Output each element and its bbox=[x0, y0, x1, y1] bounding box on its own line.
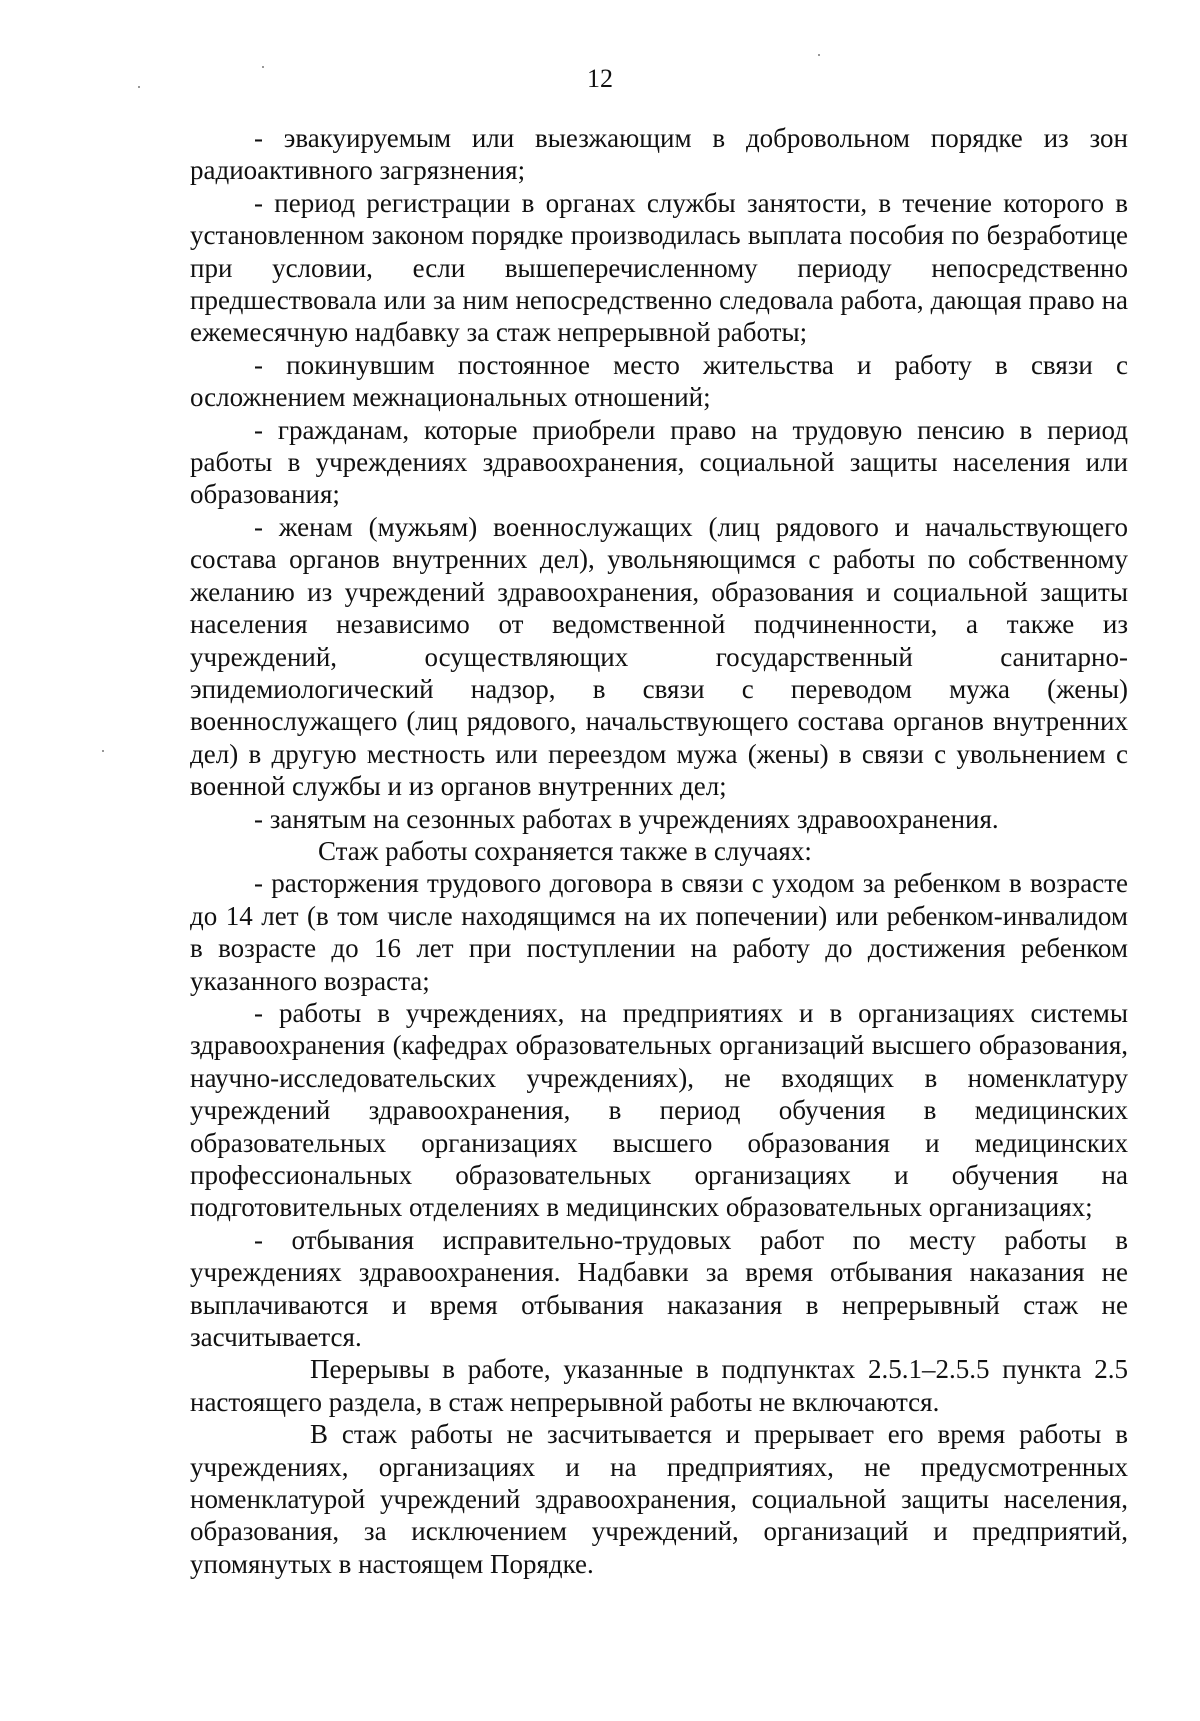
paragraph-service-retained-heading: Стаж работы сохраняется также в случаях: bbox=[318, 835, 812, 866]
paragraph-healthcare-system-work: - работы в учреждениях, на предприятиях и в организациях системы здравоохранения (кафедрах образовательных организаций высшего образования, научно-исследовательских учреждениях), не входящих в номенклатуру учреждений здравоохранения, в период обучения в медицинских образовательных организациях высшего образования и медицинских профессиональных образовательных организациях и обучения на подготовительных отделениях в медицинских образовательных организациях; bbox=[190, 997, 1128, 1223]
document-body bbox=[190, 122, 1128, 1580]
scan-speck bbox=[102, 750, 104, 752]
paragraph-work-breaks: Перерывы в работе, указанные в подпунктах 2.5.1–2.5.5 пункта 2.5 настоящего раздела, в стаж непрерывной работы не включаются. bbox=[190, 1354, 1128, 1417]
paragraph-interethnic-relations: - покинувшим постоянное место жительства и работу в связи с осложнением межнациональных отношений; bbox=[190, 349, 1128, 413]
paragraph-military-spouses: - женам (мужьям) военнослужащих (лиц рядового и начальствующего состава органов внутренних дел), увольняющимся с работы по собственному желанию из учреждений здравоохранения, образования и социальной защиты населения независимо от ведомственной подчиненности, а также из учреждений, осуществляющих государственный санитарно-эпидемиологический надзор, в связи с переводом мужа (жены) военнослужащего (лиц рядового, начальствующего состава органов внутренних дел) в другую местность или переездом мужа (жены) в связи с увольнением с военной службы и из органов внутренних дел; bbox=[190, 511, 1128, 802]
paragraph-evacuated: - эвакуируемым или выезжающим в добровольном порядке из зон радиоактивного загрязнения; bbox=[190, 123, 1128, 186]
paragraph-correctional-labor: - отбывания исправительно-трудовых работ по месту работы в учреждениях здравоохранения. Надбавки за время отбывания наказания не выплачиваются и время отбывания наказания в непрерывный стаж не засчитывается. bbox=[190, 1224, 1128, 1353]
page-number: 12 bbox=[587, 64, 613, 93]
paragraph-labor-pension: - гражданам, которые приобрели право на трудовую пенсию в период работы в учреждениях здравоохранения, социальной защиты населения или образования; bbox=[190, 414, 1128, 510]
paragraph-seasonal-work: - занятым на сезонных работах в учреждениях здравоохранения. bbox=[254, 803, 999, 834]
scan-speck bbox=[818, 54, 820, 56]
paragraph-childcare: - расторжения трудового договора в связи с уходом за ребенком в возрасте до 14 лет (в том числе находящимся на их попечении) или ребенком-инвалидом в возрасте до 16 лет при поступлении на работу до достижения ребенком указанного возраста; bbox=[190, 868, 1128, 996]
paragraph-not-counted: В стаж работы не засчитывается и прерывает его время работы в учреждениях, организациях и на предприятиях, не предусмотренных номенклатурой учреждений здравоохранения, социальной защиты населения, образования, за исключением учреждений, организаций и предприятий, упомянутых в настоящем Порядке. bbox=[190, 1419, 1128, 1579]
paragraph-unemployment-registration: - период регистрации в органах службы занятости, в течение которого в установленном законом порядке производилась выплата пособия по безработице при условии, если вышеперечисленному периоду непосредственно предшествовала или за ним непосредственно следовала работа, дающая право на ежемесячную надбавку за стаж непрерывной работы; bbox=[190, 187, 1128, 348]
